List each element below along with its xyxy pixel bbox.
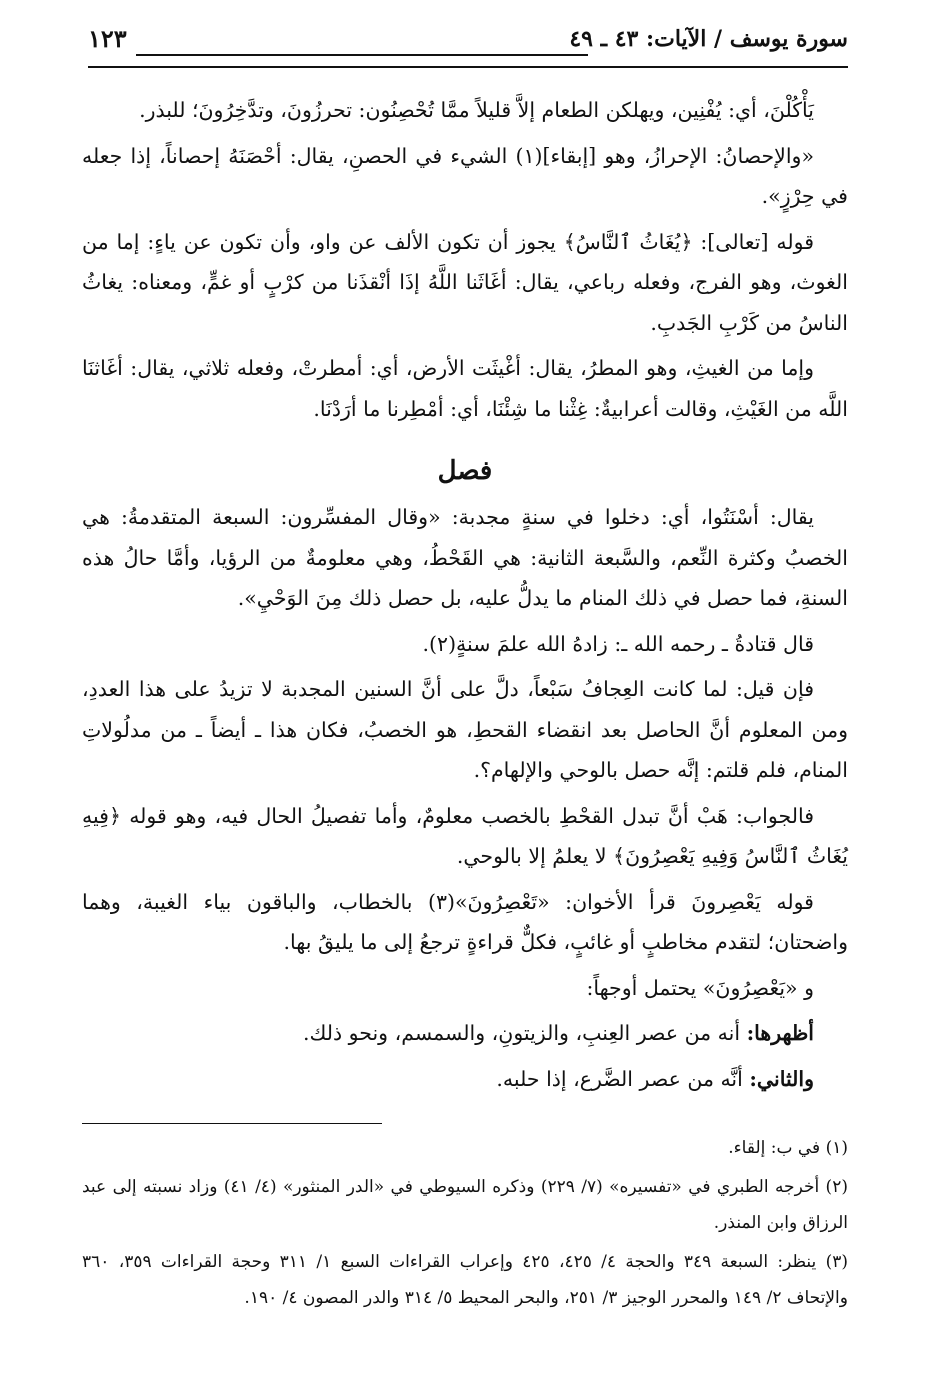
footnote: (٢) أخرجه الطبري في «تفسيره» (٧/ ٢٢٩) وذكره السيوطي في «الدر المنثور» (٤/ ٤١) وزاد نسبته إلى عبد الرزاق وابن المنذر. [82,1177,848,1233]
paragraph: «والإحصانُ: الإحرازُ، وهو [إبقاء](١) الشيء في الحصنِ، يقال: أحْصَنَهُ إحصاناً، إذا جعله في حِرْزٍ». [82,143,848,208]
footnote: (١) في ب: إلقاء. [728,1138,848,1158]
surah-title: سورة يوسف / الآيات: ٤٣ ـ ٤٩ [569,26,848,52]
paragraph-lead: أظهرها: [746,1021,814,1045]
paragraph [82,1059,848,1100]
paragraph: يَأْكُلْنَ، أي: يُفْنِين، ويهلكن الطعام إلاَّ قليلاً ممَّا تُحْصِنُون: تحرزُونَ، وتدَّخِرُونَ؛ للبذر. [139,98,814,122]
paragraph: فالجواب: هَبْ أنَّ تبدل القحْطِ بالخصب معلومٌ، وأما تفصيلُ الحال فيه، وهو قوله ﴿فِيهِ يُغَاثُ ٱلنَّاسُ وَفِيهِ يَعْصِرُونَ﴾ لا يعلمُ إلا بالوحي. [82,803,848,868]
paragraph: و «يَعْصِرُونَ» يحتمل أوجهاً: [586,975,814,1000]
footnotes [82,1130,848,1319]
section-heading: فصل [437,456,493,486]
header-rule [136,54,588,56]
paragraph: قال قتادةُ ـ رحمه الله ـ: زادهُ الله علمَ سنةٍ(٢). [422,631,814,656]
paragraph: يقال: أسْنَتُوا، أي: دخلوا في سنةٍ مجدبة: «وقال المفسِّرون: السبعة المتقدمةُ: هي الخصبُ وكثرة النِّعم، والسَّبعة الثانية: هي القَحْطُ، وهي معلومةٌ من الرؤيا، وأمَّا حالُ هذه السنةِ، فما حصل في ذلك المنام ما يدلُّ عليه، بل حصل ذلك مِنَ الوَحْيِ». [82,505,848,610]
paragraph: قوله يَعْصِرونَ قرأ الأخوان: «تَعْصِرُونَ»(٣) بالخطاب، والباقون بياء الغيبة، وهما واضحتان؛ لتقدم مخاطبٍ أو غائبٍ، فكلٌّ قراءةٍ ترجعُ إلى ما يليقُ بها. [82,889,848,954]
header-underline [88,66,848,68]
page-number: ١٢٣ [88,24,127,53]
paragraph-text: أنه من عصر العِنبِ، والزيتونِ، والسمسم، ونحو ذلك. [302,1021,747,1045]
footnote-separator [82,1123,382,1124]
running-header [88,18,848,68]
paragraph: وإما من الغيثِ، وهو المطرُ، يقال: أغْيثَت الأرض، أي: أمطرتْ، وفعله ثلاثي، يقال: أغَاثنَا اللَّه من الغَيْثِ، وقالت أعرابيةٌ: غِثْنا ما شِئْنَا، أي: أمْطِرنا ما أرَدْنَا. [82,356,848,421]
paragraph: فإن قيل: لما كانت العِجافُ سَبْعاً، دلَّ على أنَّ السنين المجدبة لا تزيدُ على هذا العددِ، ومن المعلوم أنَّ الحاصل بعد انقضاء القحطِ، هو الخصبُ، فكان هذا ـ أيضاً ـ من مدلُولاتِ المنام، فلم قلتم: إنَّه حصل بالوحي والإلهام؟. [82,677,848,782]
footnote: (٣) ينظر: السبعة ٣٤٩ والحجة ٤/ ٤٢٥، ٤٢٥ وإعراب القراءات السبع ١/ ٣١١ وحجة القراءات ٣٥٩، ٣٦٠ والإتحاف ٢/ ١٤٩ والمحرر الوجيز ٣/ ٢٥١، والبحر المحيط ٥/ ٣١٤ والدر المصون ٤/ ١٩٠. [82,1252,849,1308]
paragraph-text: أنَّه من عصر الضَّرع، إذا حلبه. [496,1066,750,1091]
main-text [82,90,848,1104]
paragraph [82,1013,848,1054]
paragraph-lead: والثاني: [749,1066,814,1091]
paragraph: قوله [تعالى]: ﴿يُغَاثُ ٱلنَّاسُ﴾ يجوز أن تكون الألف عن واو، وأن تكون عن ياءٍ: إما من الغوث، وهو الفرج، وفعله رباعي، يقال: أغَاثَنا اللَّهُ إذَا أنْقذَنا من كرْبٍ أو غمٍّ، ومعناه: يغاثُ الناسُ من كَرْبِ الجَدبِ. [82,229,848,335]
